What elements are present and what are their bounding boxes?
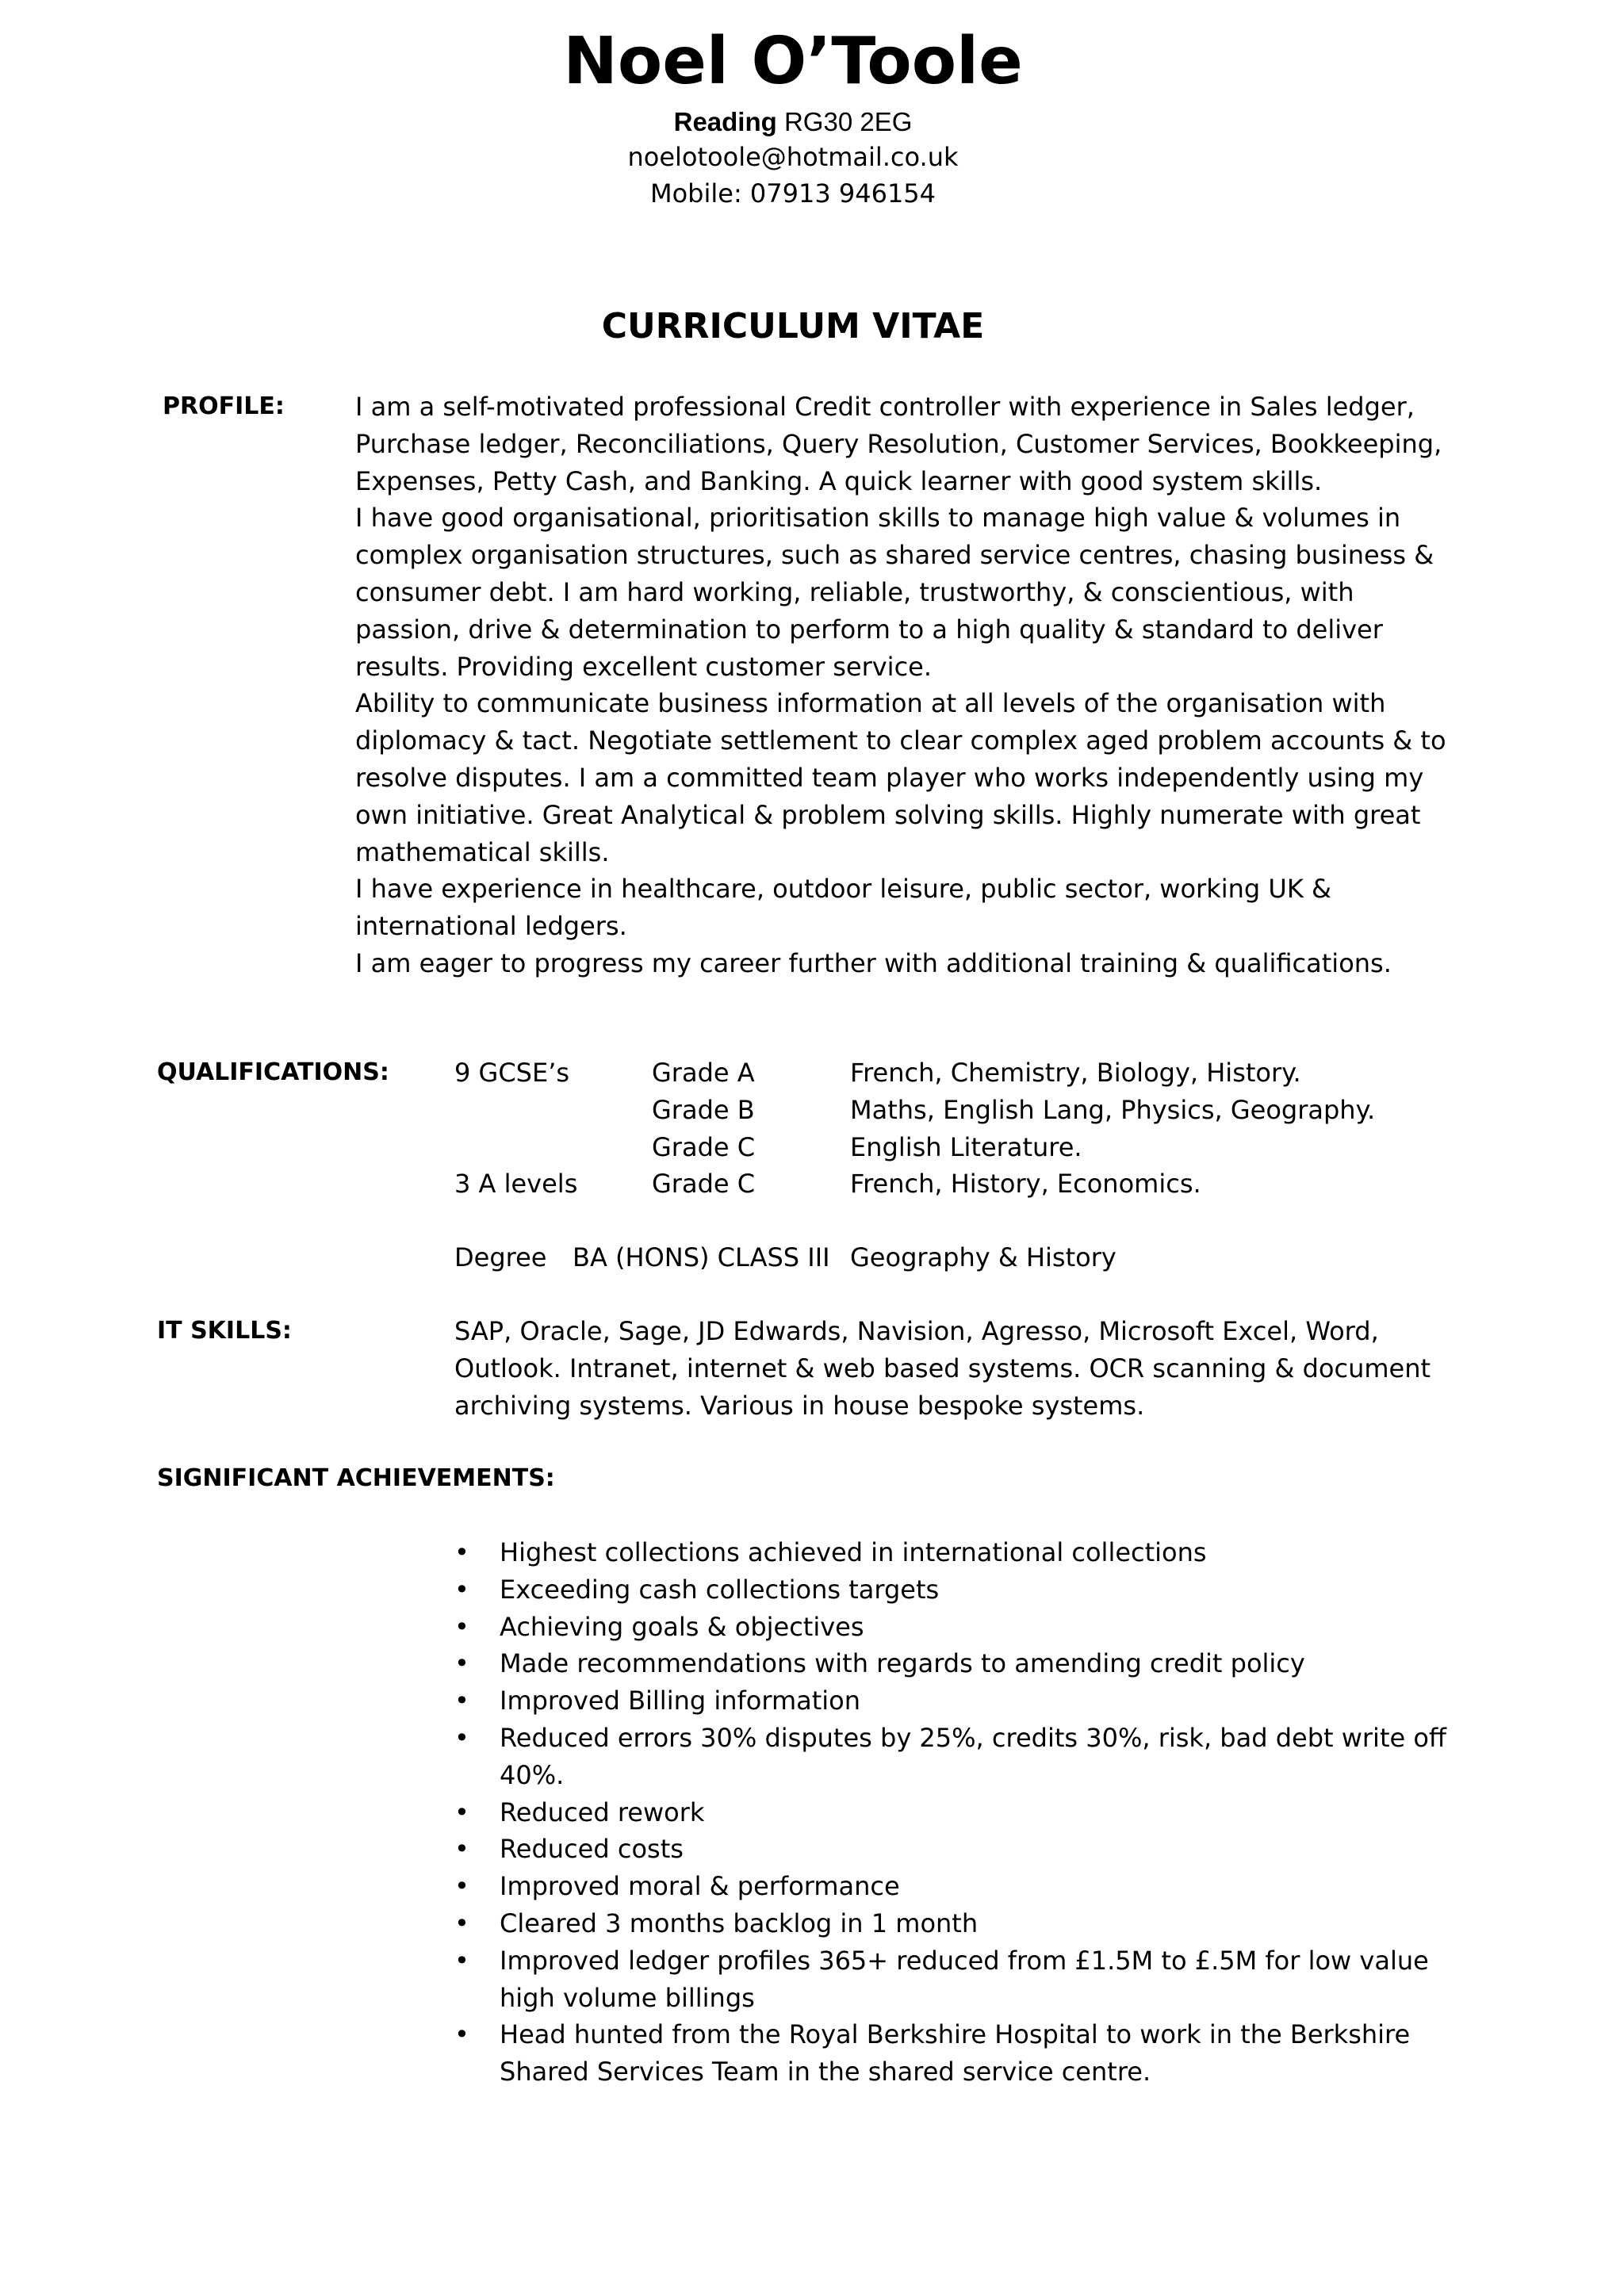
profile-heading: PROFILE: bbox=[163, 392, 285, 420]
profile-line: own initiative. Great Analytical & problem solving skills. Highly numerate with great bbox=[355, 799, 1421, 830]
achievement-item bbox=[454, 1831, 1517, 1868]
mobile-number: Mobile: 07913 946154 bbox=[649, 178, 936, 209]
achievement-item bbox=[454, 1868, 1517, 1905]
qualification-grade: Grade C bbox=[652, 1169, 756, 1199]
bullet-icon: • bbox=[454, 1797, 469, 1827]
profile-line: Expenses, Petty Cash, and Banking. A quick learner with good system skills. bbox=[355, 465, 1323, 496]
achievement-text: high volume billings bbox=[500, 1982, 755, 2013]
it-skills-line: archiving systems. Various in house bespoke systems. bbox=[454, 1390, 1145, 1421]
it-skills-line: Outlook. Intranet, internet & web based systems. OCR scanning & document bbox=[454, 1353, 1431, 1383]
address bbox=[0, 105, 1586, 140]
qualification-subjects: French, History, Economics. bbox=[850, 1169, 1201, 1199]
candidate-name: Noel O’Toole bbox=[563, 24, 1023, 99]
achievement-text: Reduced rework bbox=[500, 1797, 705, 1827]
achievement-text: 40%. bbox=[500, 1759, 565, 1790]
degree-row bbox=[0, 1239, 1586, 1276]
achievement-item bbox=[454, 1942, 1517, 2017]
achievements-heading: SIGNIFICANT ACHIEVEMENTS: bbox=[157, 1464, 555, 1492]
bullet-icon: • bbox=[454, 1871, 469, 1902]
achievement-text: Reduced costs bbox=[500, 1834, 684, 1865]
qualification-row bbox=[0, 1129, 1586, 1166]
achievement-item bbox=[454, 1534, 1517, 1571]
bullet-icon: • bbox=[454, 1722, 469, 1753]
profile-text bbox=[355, 388, 1465, 982]
achievements-list bbox=[454, 1534, 1517, 2091]
qualification-type: 3 A levels bbox=[454, 1169, 578, 1199]
bullet-icon: • bbox=[454, 1686, 469, 1716]
document-title: CURRICULUM VITAE bbox=[601, 306, 985, 346]
achievement-text: Improved ledger profiles 365+ reduced from £1.5M to £.5M for low value bbox=[500, 1945, 1429, 1976]
profile-line: results. Providing excellent customer service. bbox=[355, 651, 933, 682]
qualification-row bbox=[0, 1054, 1586, 1092]
it-skills-text bbox=[454, 1313, 1501, 1424]
bullet-icon: • bbox=[454, 1945, 469, 1976]
bullet-icon: • bbox=[454, 1574, 469, 1605]
qualification-grade: Grade C bbox=[652, 1132, 756, 1162]
it-skills-heading: IT SKILLS: bbox=[157, 1317, 292, 1345]
qualification-type: 9 GCSE’s bbox=[454, 1058, 570, 1088]
degree-class: BA (HONS) CLASS III bbox=[573, 1242, 830, 1272]
profile-line: I am eager to progress my career further with additional training & qualifications. bbox=[355, 947, 1392, 978]
profile-line: consumer debt. I am hard working, reliable, trustworthy, & conscientious, with bbox=[355, 576, 1354, 607]
achievement-item bbox=[454, 2016, 1517, 2091]
bullet-icon: • bbox=[454, 1834, 469, 1865]
qualification-row bbox=[0, 1165, 1586, 1203]
achievement-text: Shared Services Team in the shared service centre. bbox=[500, 2057, 1151, 2087]
bullet-icon: • bbox=[454, 1648, 469, 1679]
it-skills-line: SAP, Oracle, Sage, JD Edwards, Navision, Agresso, Microsoft Excel, Word, bbox=[454, 1316, 1379, 1346]
profile-line: I have experience in healthcare, outdoor leisure, public sector, working UK & bbox=[355, 874, 1331, 905]
profile-line: complex organisation structures, such as shared service centres, chasing business & bbox=[355, 540, 1434, 571]
achievement-text: Made recommendations with regards to amending credit policy bbox=[500, 1648, 1305, 1679]
qualification-subjects: French, Chemistry, Biology, History. bbox=[850, 1058, 1301, 1088]
achievement-text: Head hunted from the Royal Berkshire Hospital to work in the Berkshire bbox=[500, 2019, 1411, 2050]
degree-type: Degree bbox=[454, 1242, 547, 1272]
achievement-item bbox=[454, 1682, 1517, 1720]
achievement-text: Improved moral & performance bbox=[500, 1871, 900, 1902]
profile-line: mathematical skills. bbox=[355, 836, 610, 867]
qualification-grade: Grade A bbox=[652, 1058, 755, 1088]
qualification-subjects: Maths, English Lang, Physics, Geography. bbox=[850, 1095, 1376, 1125]
bullet-icon: • bbox=[454, 1611, 469, 1642]
achievement-item bbox=[454, 1905, 1517, 1942]
qualifications-heading: QUALIFICATIONS: bbox=[157, 1058, 389, 1086]
profile-line: Purchase ledger, Reconciliations, Query Resolution, Customer Services, Bookkeeping, bbox=[355, 428, 1442, 459]
bullet-icon: • bbox=[454, 1537, 469, 1567]
achievement-text: Improved Billing information bbox=[500, 1686, 861, 1716]
address-city: Reading bbox=[673, 107, 777, 136]
achievement-item bbox=[454, 1645, 1517, 1682]
achievement-item bbox=[454, 1571, 1517, 1609]
profile-line: I have good organisational, prioritisation skills to manage high value & volumes in bbox=[355, 503, 1401, 534]
achievement-item bbox=[454, 1720, 1517, 1794]
bullet-icon: • bbox=[454, 2019, 469, 2050]
qualification-subjects: English Literature. bbox=[850, 1132, 1082, 1162]
profile-line: international ledgers. bbox=[355, 911, 627, 942]
achievement-text: Highest collections achieved in international collections bbox=[500, 1537, 1207, 1567]
address-postcode: RG30 2EG bbox=[776, 107, 913, 136]
achievement-text: Reduced errors 30% disputes by 25%, credits 30%, risk, bad debt write off bbox=[500, 1722, 1446, 1753]
qualification-grade: Grade B bbox=[652, 1095, 755, 1125]
achievement-text: Achieving goals & objectives bbox=[500, 1611, 864, 1642]
profile-line: resolve disputes. I am a committed team player who works independently using my bbox=[355, 762, 1424, 793]
qualification-row bbox=[0, 1092, 1586, 1129]
profile-line: passion, drive & determination to perform to a high quality & standard to deliver bbox=[355, 614, 1383, 645]
email-address: noelotoole@hotmail.co.uk bbox=[627, 142, 959, 172]
achievement-item bbox=[454, 1794, 1517, 1831]
profile-line: I am a self-motivated professional Credit controller with experience in Sales ledger, bbox=[355, 392, 1415, 422]
profile-line: diplomacy & tact. Negotiate settlement to clear complex aged problem accounts & to bbox=[355, 725, 1446, 756]
achievement-text: Cleared 3 months backlog in 1 month bbox=[500, 1908, 979, 1938]
bullet-icon: • bbox=[454, 1908, 469, 1938]
degree-subjects: Geography & History bbox=[850, 1242, 1116, 1272]
achievement-text: Exceeding cash collections targets bbox=[500, 1574, 940, 1605]
achievement-item bbox=[454, 1609, 1517, 1646]
profile-line: Ability to communicate business information at all levels of the organisation with bbox=[355, 688, 1386, 719]
